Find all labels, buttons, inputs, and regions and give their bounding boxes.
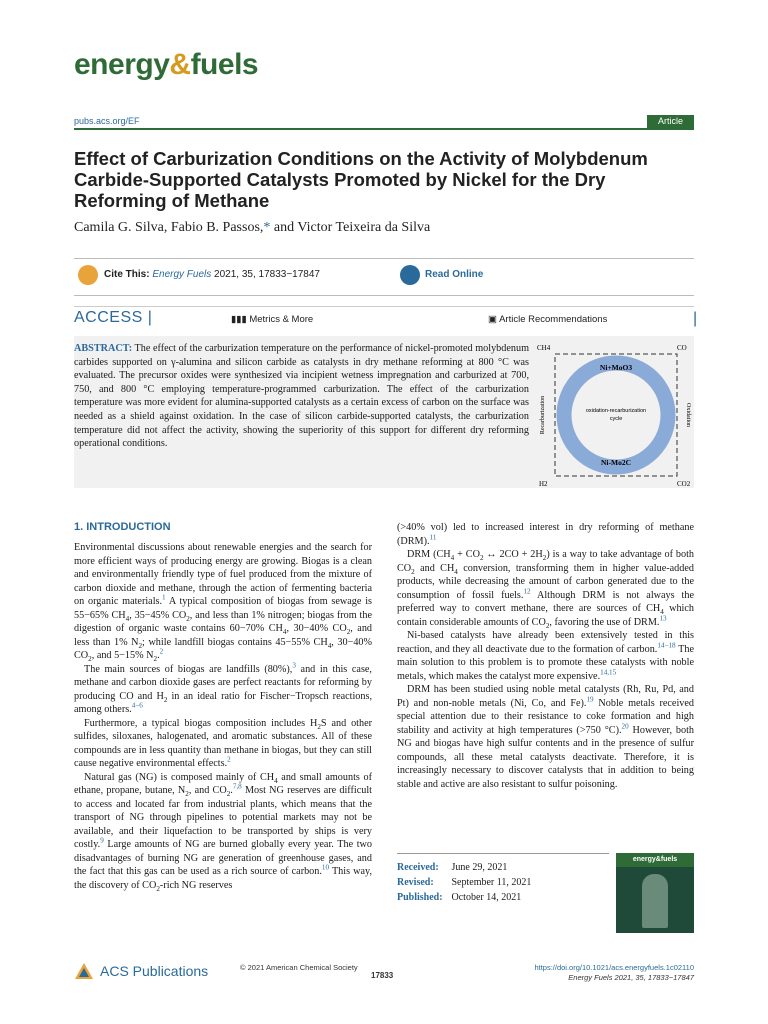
cycle-label-2: cycle xyxy=(609,416,623,422)
article-type-badge: Article xyxy=(647,115,694,128)
ch4-label: CH4 xyxy=(537,344,551,352)
cover-portrait xyxy=(642,874,668,928)
top-species: Ni+MoO3 xyxy=(599,363,633,372)
cycle-label-1: oxidation-recarburization xyxy=(585,408,647,414)
journal-url[interactable]: pubs.acs.org/EF xyxy=(74,116,140,126)
cover-title: energy&fuels xyxy=(616,853,694,867)
header-rule xyxy=(74,128,694,130)
access-rule xyxy=(74,306,694,307)
footer-citation: Energy Fuels 2021, 35, 17833−17847 xyxy=(568,973,694,982)
co-label: CO xyxy=(677,344,687,352)
metrics-button[interactable]: ▮▮▮ Metrics & More xyxy=(231,314,314,325)
cite-icon[interactable] xyxy=(78,265,98,285)
acs-publications-logo[interactable]: ACS Publications xyxy=(100,963,209,979)
article-title: Effect of Carburization Conditions on the Activity of Molybdenum Carbide-Supported Catalysts Promoted by Nickel for the Dry Reforming of Methane xyxy=(74,148,648,211)
recarburization-label: Recarburization xyxy=(540,395,546,435)
body-column-right: (>40% vol) led to increased interest in dry reforming of methane (DRM).$^{11}$ DRM ($CH_4 + CO_2$ ↔ $2CO + 2H_2$) is a way to take advantage of both $CO_2$ and $CH_4$ conversion, transforming them in higher value-added products, while decreasing the amount of carbon generated due to the consumption of fossil fuels.$^{12}$ Although DRM is not always the preferred way to convert methane, there are sources of $CH_4$ which contain considerable amounts of $CO_2$, favoring the use of DRM.$^{13}$ Ni-based catalysts have already been extensively tested in this reaction, and they all deactivate due to the formation of carbon.$^{14-18}$ The main solution to this problem is to promote these catalysts with noble metals, which makes the catalyst more expensive.$^{14,15}$ DRM has been studied using noble metal catalysts (Rh, Ru, Pd, and Pt) and non-noble metals (Ni, Co, and Fe).$^{19}$ Noble metals received special attention due to their resistance to coke formation and high stability and activity at high temperatures (>750 °C).$^{20}$ However, both NG and biogas have high sulfur contents and in the presence of sulfur compounds, all these metal catalysts deactivate. Therefore, it is increasingly necessary to discover catalysts that in addition to being stable and active are also resistant to sulfur poisoning. xyxy=(397,522,695,790)
toc-graphic xyxy=(535,340,695,488)
h2-label: H2 xyxy=(539,480,548,488)
doi-link[interactable]: https://doi.org/10.1021/acs.energyfuels.1c02110 xyxy=(534,963,694,972)
dates-rule xyxy=(397,853,609,854)
globe-icon[interactable] xyxy=(400,265,420,285)
co2-label: CO2 xyxy=(677,480,691,488)
page-number: 17833 xyxy=(371,971,394,980)
bottom-species: Ni-Mo2C xyxy=(601,458,631,467)
read-online-link[interactable]: Read Online xyxy=(425,269,484,280)
body-column-left: Environmental discussions about renewable energies and the search for more efficient ways of producing energy are growing. Biogas is a clean and environmentally friendly type of fuel produced from the mixture of carbon dioxide and methane, through the action of fermenting bacteria on organic materials.$^1$ A typical composition of biogas from sewage is 55−65% $CH_4$, 35−45% $CO_2$, and less than 1% nitrogen; biogas from the digestion of organic waste contains 60−70% $CH_4$, 30−40% $CO_2$, and less than 1% $N_2$; while landfill biogas contains 45−55% $CH_4$, 30−40% $CO_2$, and 5−15% $N_2.^2$ The main sources of biogas are landfills (80%),$^3$ and in this case, methane and carbon dioxide gases are perfect reactants for reforming by producing CO and $H_2$ in an ideal ratio for Fischer−Tropsch reactions, among others.$^{4-6}$ Furthermore, a typical biogas composition includes $H_2S$ and other sulfides, siloxanes, halogenated, and aromatic substances. All of these compounds are in less quantity than methane in biogas, but they can still cause negative environmental effects.$^2$ Natural gas (NG) is composed mainly of $CH_4$ and small amounts of ethane, propane, butane, $N_2$, and $CO_2.^{7,8}$ Most NG reserves are difficult to access and located far from industrial plants, which means that the transport of NG through pipelines to potential markets may not be available, and their liquefaction to be transported by ships is very costly.$^9$ Large amounts of NG are burned globally every year. The two disadvantages of burning NG are generation of greenhouse gases, and the fact that this gas can be used as a rich source of carbon.$^{10}$ This way, the discovery of $CO_2$-rich NG reserves xyxy=(74,542,373,893)
corresponding-author-star[interactable]: * xyxy=(263,220,271,235)
abstract-text: ABSTRACT: The effect of the carburization temperature on the performance of nickel-promoted molybdenum carbides supported on γ-alumina and silicon carbide as catalysts in dry methane reforming at 800 °C was evaluated. The precursor oxides were synthesized via incipient wetness impregnation and carburized at 700, 750, and 800 °C employing temperature-programmed carburization. The effect of the carburization temperature was more evident for alumina-supported catalysts as a certain excess of carbon on the surface was needed as a shield against oxidation. In the case of silicon carbide-supported catalysts, the carburization temperature did not affect the activity, showing the superiority of this support for different dry reforming operational conditions. xyxy=(74,343,529,450)
separator-bar: | xyxy=(693,310,698,327)
acs-logo-icon xyxy=(74,962,94,982)
publication-dates: Received: June 29, 2021 Revised: September 11, 2021 Published: October 14, 2021 xyxy=(397,862,532,903)
journal-logo: energy&fuels xyxy=(74,48,259,81)
oxidation-label: Oxidation xyxy=(685,403,691,427)
section-heading: 1. INTRODUCTION xyxy=(74,521,171,533)
recommendations-button[interactable]: ▣ Article Recommendations xyxy=(488,314,608,325)
access-label: ACCESS | xyxy=(74,309,153,326)
cite-this[interactable]: Cite This: Energy Fuels 2021, 35, 17833−17847 xyxy=(104,269,320,280)
author-list: Camila G. Silva, Fabio B. Passos,* and Victor Teixeira da Silva xyxy=(74,220,431,235)
copyright: © 2021 American Chemical Society xyxy=(240,963,358,972)
cycle-ring xyxy=(564,363,668,467)
